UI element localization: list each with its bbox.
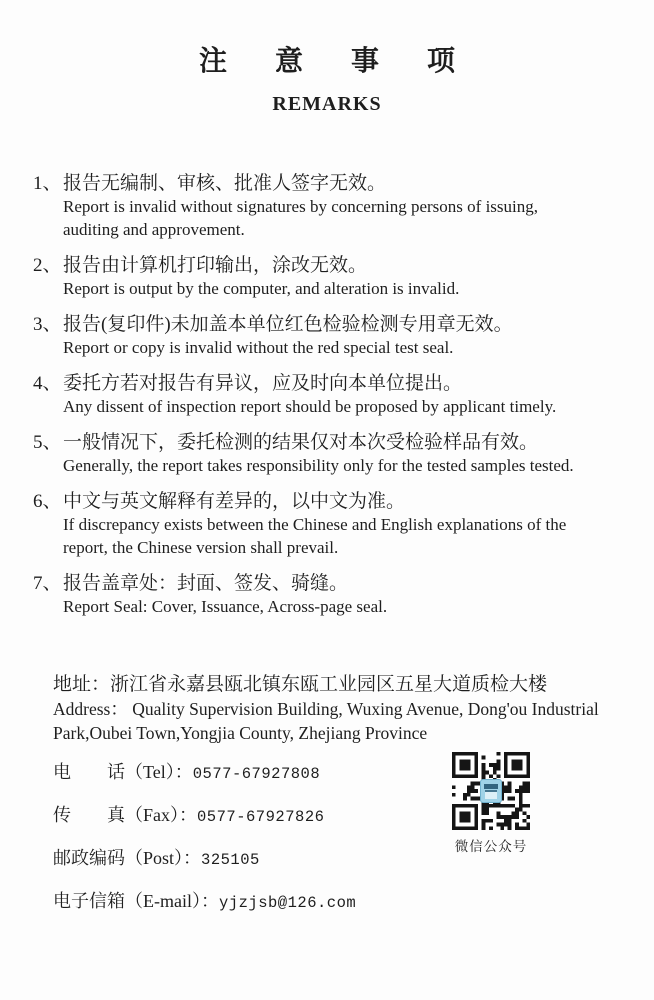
remark-body xyxy=(63,254,623,300)
remark-english-text: Any dissent of inspection report should be proposed by applicant timely. xyxy=(63,397,557,416)
tel-value: 0577-67927808 xyxy=(192,765,321,783)
page-title-english: REMARKS xyxy=(272,93,382,115)
remark-english-text: Generally, the report takes responsibility only for the tested samples tested. xyxy=(63,456,574,475)
address-block xyxy=(53,673,633,745)
remark-number: 4、 xyxy=(33,373,62,394)
address-english: Park,Oubei Town,Yongjia County, Zhejiang Province xyxy=(53,723,428,743)
remark-body xyxy=(63,372,623,418)
address-english: Address： Quality Supervision Building, Wuxing Avenue, Dong'ou Industrial xyxy=(53,699,599,719)
remark-english-text: auditing and approvement. xyxy=(63,220,245,239)
wechat-qr-block xyxy=(452,752,530,855)
post-value: 325105 xyxy=(201,851,260,869)
remark-item-3 xyxy=(33,313,654,359)
remark-chinese-text: 报告盖章处：封面、签发、骑缝。 xyxy=(63,573,349,594)
fax-value: 0577-67927826 xyxy=(197,808,325,826)
remark-english-text: Report Seal: Cover, Issuance, Across-page seal. xyxy=(63,597,388,616)
remark-chinese-text: 报告(复印件)未加盖本单位红色检验检测专用章无效。 xyxy=(63,314,513,335)
address-chinese: 地址：浙江省永嘉县瓯北镇东瓯工业园区五星大道质检大楼 xyxy=(53,674,548,695)
remark-item-5 xyxy=(33,431,654,477)
remark-english-text: Report or copy is invalid without the red special test seal. xyxy=(63,338,454,357)
remark-body xyxy=(63,572,623,618)
remark-body xyxy=(63,490,623,559)
fax-label: 传 真（Fax）： xyxy=(53,805,197,825)
remark-number: 3、 xyxy=(33,314,62,335)
remark-number: 2、 xyxy=(33,255,62,276)
remark-english-text: report, the Chinese version shall prevail. xyxy=(63,538,339,557)
tel-label: 电 话（Tel）： xyxy=(53,762,193,782)
remark-item-6 xyxy=(33,490,654,559)
remark-number: 1、 xyxy=(33,173,62,194)
remark-item-1 xyxy=(33,172,654,241)
contact-row-email xyxy=(53,890,654,915)
remark-chinese-text: 中文与英文解释有差异的，以中文为准。 xyxy=(63,491,406,512)
wechat-qr-label: 微信公众号 xyxy=(454,839,528,854)
wechat-qr-code-icon xyxy=(452,752,530,830)
remark-body xyxy=(63,431,623,477)
remark-number: 6、 xyxy=(33,491,62,512)
remarks-list xyxy=(0,172,654,618)
email-label: 电子信箱（E-mail）： xyxy=(53,891,219,911)
remark-item-4 xyxy=(33,372,654,418)
post-label: 邮政编码（Post）： xyxy=(53,848,202,868)
remark-chinese-text: 报告无编制、审核、批准人签字无效。 xyxy=(63,173,387,194)
remark-item-2 xyxy=(33,254,654,300)
contact-row-post xyxy=(53,847,654,872)
remark-chinese-text: 报告由计算机打印输出，涂改无效。 xyxy=(63,255,368,276)
contact-row-fax xyxy=(53,804,654,829)
email-value: yjzjsb@126.com xyxy=(218,894,357,912)
page-title-chinese: 注意事项 xyxy=(198,46,503,77)
remark-english-text: If discrepancy exists between the Chinese and English explanations of the xyxy=(63,515,567,534)
remark-english-text: Report is invalid without signatures by concerning persons of issuing, xyxy=(63,197,538,216)
wechat-logo-icon xyxy=(480,779,502,803)
remark-chinese-text: 委托方若对报告有异议，应及时向本单位提出。 xyxy=(63,373,463,394)
remark-chinese-text: 一般情况下，委托检测的结果仅对本次受检验样品有效。 xyxy=(63,432,539,453)
remark-item-7 xyxy=(33,572,654,618)
remark-body xyxy=(63,313,623,359)
contact-info xyxy=(53,761,654,915)
remark-number: 7、 xyxy=(33,573,62,594)
remark-body xyxy=(63,172,623,241)
remark-english-text: Report is output by the computer, and alteration is invalid. xyxy=(63,279,460,298)
contact-row-tel xyxy=(53,761,654,786)
remark-number: 5、 xyxy=(33,432,62,453)
